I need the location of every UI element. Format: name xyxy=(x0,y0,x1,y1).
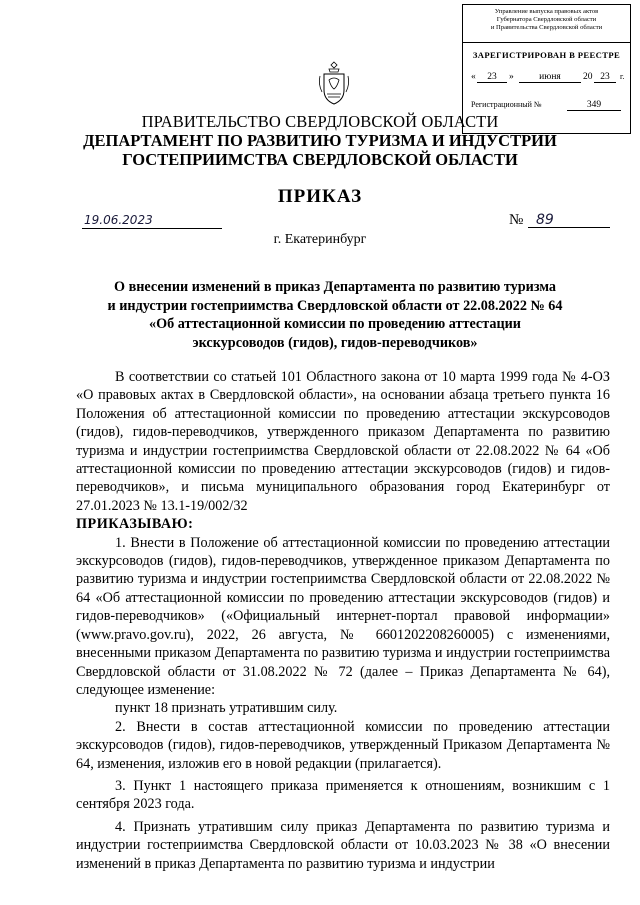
stamp-quote-close: » xyxy=(509,72,514,82)
stamp-year-unit: г. xyxy=(620,72,625,81)
order-title xyxy=(60,278,610,352)
order-number-handwritten: 89 xyxy=(528,212,610,228)
item-1-paragraph: 1. Внести в Положение об аттестационной комиссии по проведению аттестации экскурсоводов (гидов), гидов-переводчиков, утвержденное приказом Департамента по развитию туризма и индустрии гостеприимства Свердловской области от 22.08.2022 № 64 «Об аттестационной комиссии по проведению аттестации экскурсоводов (гидов) и гидов-переводчиков» («Официальный интернет-портал правовой информации» (www.pravo.gov.ru), 2022, 26 августа, № 6601202208260005) с изменениями, внесенными приказом Департамента по развитию туризма и индустрии гостеприимства Свердловской области от 31.08.2022 № 72 (далее – Приказ Департамента № 64), следующее изменение: xyxy=(76,534,610,698)
department-name-line2: ГОСТЕПРИИМСТВА СВЕРДЛОВСКОЙ ОБЛАСТИ xyxy=(122,150,518,169)
document-type: ПРИКАЗ xyxy=(277,186,363,207)
title-line: экскурсоводов (гидов), гидов-переводчиков» xyxy=(192,334,478,351)
title-line: О внесении изменений в приказ Департамента по развитию туризма xyxy=(114,279,556,295)
order-date-handwritten: 19.06.2023 xyxy=(82,212,222,229)
stamp-month: июня xyxy=(519,72,581,83)
stamp-day: 23 xyxy=(477,72,507,83)
department-name-line1: ДЕПАРТАМЕНТ ПО РАЗВИТИЮ ТУРИЗМА И ИНДУСТРИИ xyxy=(83,131,557,150)
stamp-caption xyxy=(463,5,630,43)
item-3-paragraph: 3. Пункт 1 настоящего приказа применяется к отношениям, возникшим с 1 сентября 2023 года. xyxy=(76,777,610,813)
order-body xyxy=(76,368,610,873)
stamp-year-prefix: 20 xyxy=(583,72,593,82)
stamp-caption-line: и Правительства Свердловской области xyxy=(490,24,603,31)
stamp-caption-line: Управление выпуска правовых актов xyxy=(494,8,599,15)
stamp-registered-label: ЗАРЕГИСТРИРОВАН В РЕЕСТРЕ xyxy=(472,50,621,60)
coat-of-arms-emblem xyxy=(317,60,351,106)
preamble-paragraph: В соответствии со статьей 101 Областного закона от 10 марта 1999 года № 4-ОЗ «О правовых актах в Свердловской области», на основании абзаца третьего пункта 16 Положения об аттестационной комиссии по проведению аттестации экскурсоводов (гидов), гидов-переводчиков, утвержденного приказом Департамента по развитию туризма и индустрии гостеприимства Свердловской области от 22.08.2022 № 64 «Об аттестационной комиссии по проведению аттестации экскурсоводов (гидов) и гидов-переводчиков», и письма муниципального образования город Екатеринбург от 27.01.2023 № 13.1-19/002/32 xyxy=(76,369,610,514)
title-line: и индустрии гостеприимства Свердловской области от 22.08.2022 № 64 xyxy=(107,297,563,314)
item-4-paragraph: 4. Признать утратившим силу приказ Департамента по развитию туризма и индустрии гостеприимства Свердловской области от 10.03.2023 № 38 «О внесении изменений в приказ Департамента по развитию туризма и индустрии xyxy=(76,818,610,872)
item-1-subparagraph: пункт 18 признать утратившим силу. xyxy=(115,700,338,717)
stamp-reg-number: 349 xyxy=(567,100,621,111)
order-number-sign: № xyxy=(509,212,524,228)
city-name: г. Екатеринбург xyxy=(273,232,367,247)
stamp-date xyxy=(463,72,630,90)
stamp-year: 23 xyxy=(594,72,616,83)
stamp-quote-open: « xyxy=(471,72,476,82)
stamp-reg-label: Регистрационный № xyxy=(471,100,542,109)
title-line: «Об аттестационной комиссии по проведению аттестации xyxy=(149,316,521,332)
stamp-caption-line: Губернатора Свердловской области xyxy=(496,16,597,23)
government-name: ПРАВИТЕЛЬСТВО СВЕРДЛОВСКОЙ ОБЛАСТИ xyxy=(141,112,499,131)
item-2-paragraph: 2. Внести в состав аттестационной комиссии по проведению аттестации экскурсоводов (гидов), гидов-переводчиков, утвержденный Приказом Департамента № 64, изменения, изложив его в новой редакции (прилагается). xyxy=(76,718,610,772)
order-keyword: ПРИКАЗЫВАЮ: xyxy=(76,516,194,533)
